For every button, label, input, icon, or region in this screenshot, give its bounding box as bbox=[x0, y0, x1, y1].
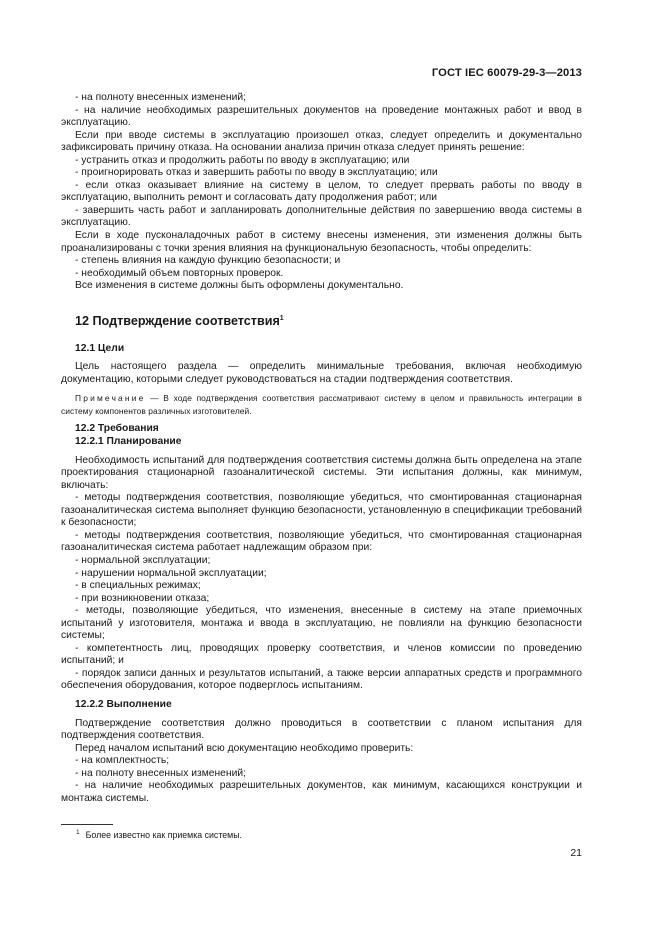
list-item: - методы, позволяющие убедиться, что изменения, внесенные в систему на этапе приемочных испытаний у изготовителя, монтажа и ввода в эксплуатацию, не повлияли на функцию безопасности системы; bbox=[61, 605, 582, 642]
list-item: - устранить отказ и продолжить работы по вводу в эксплуатацию; или bbox=[75, 154, 410, 166]
note bbox=[61, 392, 582, 417]
subsection-heading: 12.2.2 Выполнение bbox=[75, 698, 172, 710]
paragraph: Если в ходе пусконаладочных работ в систему внесены изменения, эти изменения должны быть проанализированы с точки зрения влияния на функциональную безопасность, чтобы определить: bbox=[61, 230, 582, 254]
paragraph: Цель настоящего раздела — определить минимальные требования, включая необходимую документацию, которыми следует руководствоваться на стадии подтверждения соответствия. bbox=[61, 361, 582, 385]
subsection-heading: 12.2.1 Планирование bbox=[75, 436, 182, 448]
paragraph: Перед началом испытаний всю документацию необходимо проверить: bbox=[75, 742, 414, 754]
section-heading bbox=[61, 314, 582, 329]
list-item: - методы подтверждения соответствия, позволяющие убедиться, что смонтированная стационарная газоаналитическая система выполняет функцию безопасности, установленную в спецификации требований к безопасности; bbox=[61, 492, 582, 529]
paragraph: Все изменения в системе должны быть оформлены документально. bbox=[75, 280, 404, 292]
footnote-ref: 1 bbox=[279, 314, 284, 322]
list-item: - степень влияния на каждую функцию безопасности; и bbox=[75, 255, 341, 267]
list-item: - в специальных режимах; bbox=[75, 580, 201, 592]
list-item: - нормальной эксплуатации; bbox=[75, 554, 211, 566]
list-item: - проигнорировать отказ и завершить работы по вводу в эксплуатацию; или bbox=[75, 167, 438, 179]
list-item: - компетентность лиц, проводящих проверку соответствия, и членов комиссии по проведению испытаний; и bbox=[61, 642, 582, 667]
footnote-text: Более известно как приемка системы. bbox=[85, 829, 242, 840]
note-text: — В ходе подтверждения соответствия рассматривают систему в целом и правильность интеграции в систему компонентов различных изготовителей. bbox=[61, 393, 582, 416]
paragraph: Необходимость испытаний для подтверждения соответствия системы должна быть определена на этапе проектирования стационарной газоаналитической системы. Эти испытания должны, как минимум, включать: bbox=[61, 454, 582, 491]
list-item: - на полноту внесенных изменений; bbox=[75, 767, 246, 779]
list-item: - нарушении нормальной эксплуатации; bbox=[75, 567, 267, 579]
footnote-divider bbox=[61, 824, 113, 825]
paragraph: Подтверждение соответствия должно проводиться в соответствии с планом испытания для подтверждения соответствия. bbox=[61, 717, 582, 742]
document-header: ГОСТ IEC 60079-29-3—2013 bbox=[431, 67, 582, 79]
note-label: Примечание bbox=[75, 393, 146, 404]
list-item: - порядок записи данных и результатов испытаний, а также версии аппаратных средств и программного обеспечения оборудования, которое подверглось испытаниям. bbox=[61, 667, 582, 692]
list-item: - на комплектность; bbox=[75, 755, 170, 767]
subsection-heading: 12.1 Цели bbox=[75, 342, 125, 354]
list-item: - на наличие необходимых разрешительных документов, как минимум, касающихся конструкции и монтажа системы. bbox=[61, 780, 582, 804]
section-title: 12 Подтверждение соответствия bbox=[75, 313, 280, 328]
list-item: - если отказ оказывает влияние на систему в целом, то следует прервать работы по вводу в эксплуатацию, выполнить ремонт и согласовать дату продолжения работ; или bbox=[61, 179, 582, 204]
paragraph: Если при вводе системы в эксплуатацию произошел отказ, следует определить и документально зафиксировать причину отказа. На основании анализа причин отказа следует принять решение: bbox=[61, 129, 582, 154]
list-item: - при возникновении отказа; bbox=[75, 592, 210, 604]
list-item: - завершить часть работ и запланировать дополнительные действия по завершению ввода системы в эксплуатацию. bbox=[61, 204, 582, 229]
subsection-heading: 12.2 Требования bbox=[75, 423, 159, 435]
footnote-mark: 1 bbox=[76, 829, 80, 836]
page-number: 21 bbox=[570, 847, 582, 859]
list-item: - на полноту внесенных изменений; bbox=[75, 92, 246, 103]
list-item: - необходимый объем повторных проверок. bbox=[75, 267, 284, 279]
list-item: - на наличие необходимых разрешительных документов на проведение монтажных работ и ввод в эксплуатацию. bbox=[61, 104, 582, 129]
list-item: - методы подтверждения соответствия, позволяющие убедиться, что смонтированная стационарная газоаналитическая система работает надлежащим образом при: bbox=[61, 529, 582, 554]
footnote bbox=[76, 829, 242, 840]
page-body bbox=[61, 92, 582, 805]
